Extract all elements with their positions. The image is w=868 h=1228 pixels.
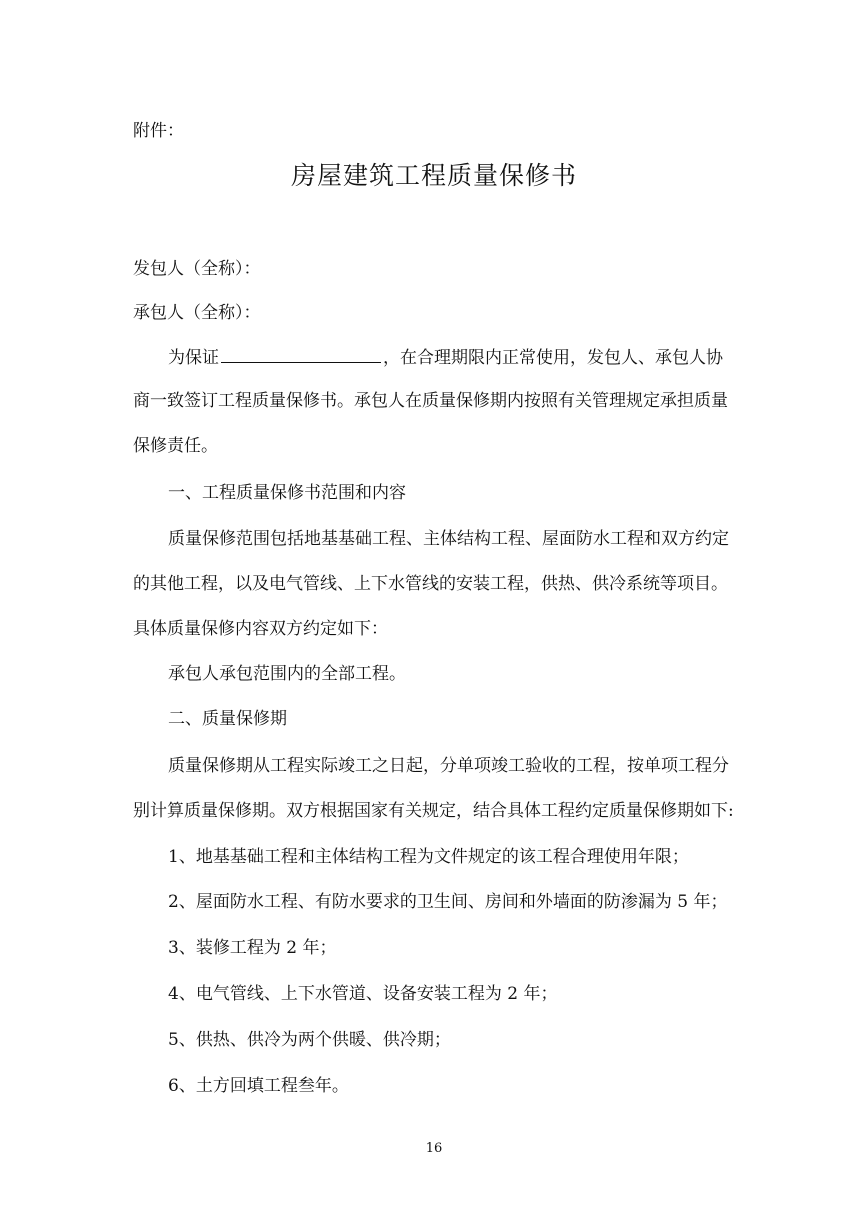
intro-line-2: 商一致签订工程质量保修书。承包人在质量保修期内按照有关管理规定承担质量 (133, 391, 728, 411)
intro-line-1 (168, 346, 723, 369)
intro-suffix: ，在合理期限内正常使用，发包人、承包人协 (383, 348, 723, 368)
warranty-item-3: 3、装修工程为 2 年； (168, 938, 337, 958)
warranty-item-1: 1、地基基础工程和主体结构工程为文件规定的该工程合理使用年限； (168, 847, 689, 867)
section-2-paragraph-line-1: 质量保修期从工程实际竣工之日起，分单项竣工验收的工程，按单项工程分 (168, 756, 729, 776)
document-title: 房屋建筑工程质量保修书 (290, 161, 577, 190)
section-1-heading: 一、工程质量保修书范围和内容 (168, 483, 406, 503)
section-2-paragraph-line-2: 别计算质量保修期。双方根据国家有关规定，结合具体工程约定质量保修期如下: (133, 801, 734, 821)
section-1-paragraph-line-3: 具体质量保修内容双方约定如下： (133, 619, 388, 639)
section-2-heading: 二、质量保修期 (168, 709, 287, 729)
warranty-item-4: 4、电气管线、上下水管道、设备安装工程为 2 年； (168, 984, 558, 1004)
attachment-label: 附件： (133, 121, 184, 141)
intro-prefix: 为保证 (168, 348, 219, 368)
project-name-blank (221, 346, 381, 363)
contractor-field-label: 承包人（全称）： (133, 303, 261, 323)
section-1-scope-text: 承包人承包范围内的全部工程。 (168, 664, 406, 684)
warranty-item-5: 5、供热、供冷为两个供暖、供冷期； (168, 1030, 451, 1050)
section-1-paragraph-line-2: 的其他工程，以及电气管线、上下水管线的安装工程，供热、供冷系统等项目。 (133, 574, 728, 594)
section-1-paragraph-line-1: 质量保修范围包括地基基础工程、主体结构工程、屋面防水工程和双方约定 (168, 529, 729, 549)
intro-line-3: 保修责任。 (133, 436, 218, 456)
employer-field-label: 发包人（全称）： (133, 259, 261, 279)
page-number: 16 (425, 1141, 443, 1156)
warranty-item-6: 6、土方回填工程叁年。 (168, 1076, 349, 1096)
warranty-item-2: 2、屋面防水工程、有防水要求的卫生间、房间和外墙面的防渗漏为 5 年； (168, 892, 728, 912)
